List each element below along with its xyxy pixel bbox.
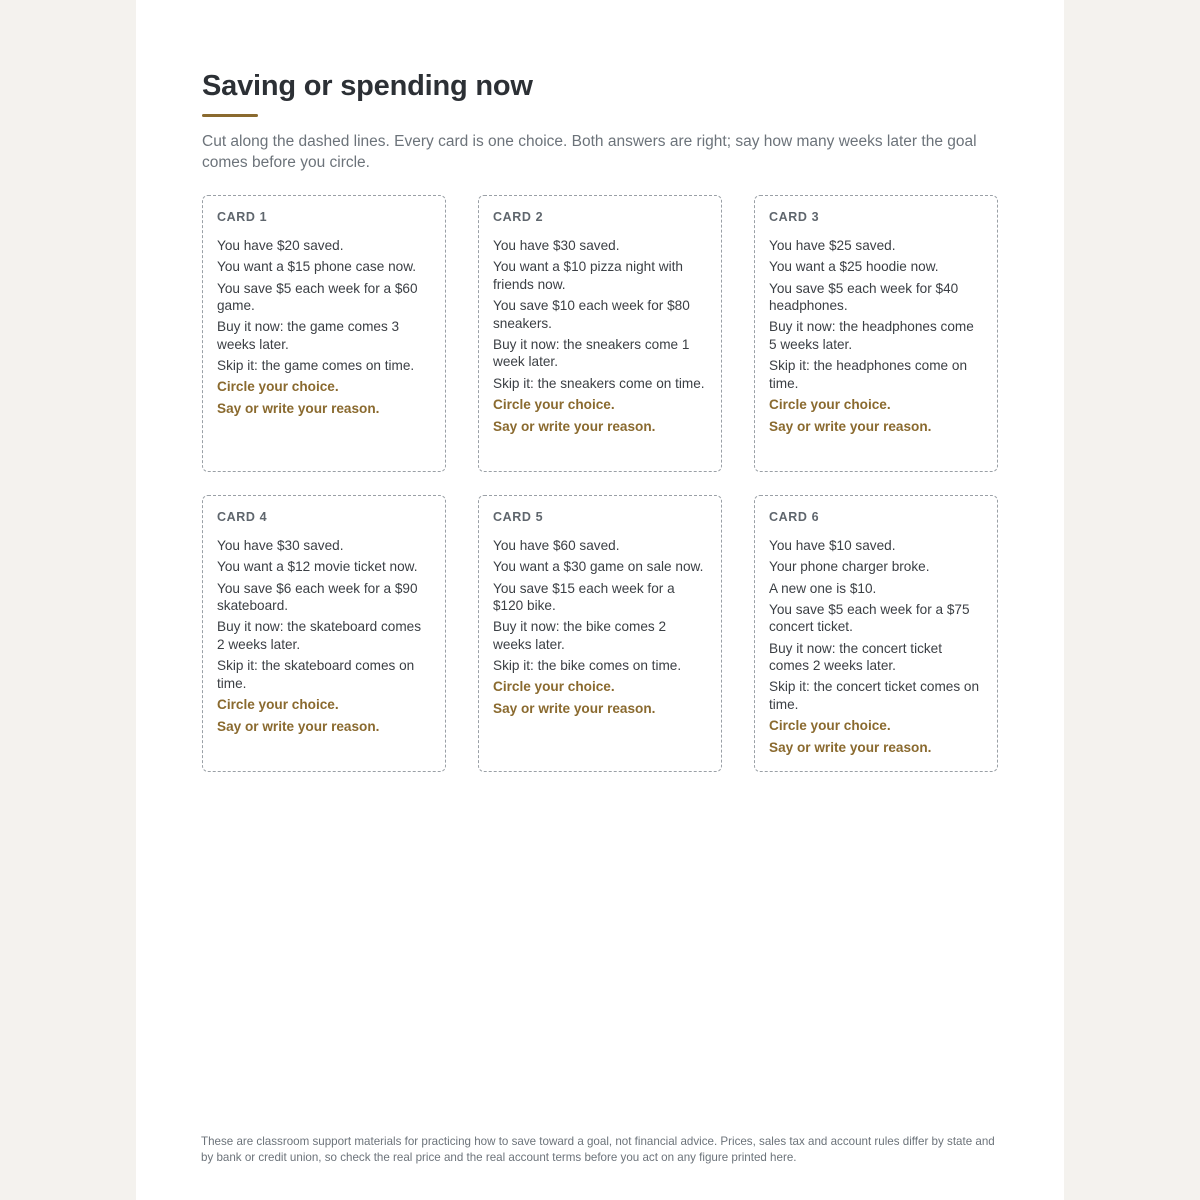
reason-prompt: Say or write your reason. [217,401,380,417]
disclaimer-footer: These are classroom support materials for practicing how to save toward a goal, not financial advice. Prices, sales tax and account rules differ by state and by bank or credit union, so check the real price and the real account terms before you act on any figure printed here. [201,1135,995,1164]
choice-card-5 [478,495,722,772]
card-scenario-line: Buy it now: the sneakers come 1 week later. [493,336,690,370]
card-scenario-line: Buy it now: the bike comes 2 weeks later. [493,619,667,652]
circle-choice-prompt: Circle your choice. [493,396,615,412]
card-scenario-line: You want a $25 hoodie now. [769,259,939,275]
circle-choice-prompt: Circle your choice. [217,696,339,712]
card-scenario-line: A new one is $10. [769,580,877,596]
card-scenario-line: Skip it: the game comes on time. [217,358,415,374]
card-scenario-line: Skip it: the concert ticket comes on time. [769,679,980,712]
reason-prompt: Say or write your reason. [493,701,656,717]
card-scenario-line: You have $10 saved. [769,538,896,553]
choice-card-6 [754,495,998,772]
card-scenario-line: Skip it: the sneakers come on time. [493,375,705,391]
card-scenario-line: You save $6 each week for a $90 skateboard. [217,580,418,614]
card-label: CARD 3 [769,210,820,224]
card-label: CARD 5 [493,510,544,524]
card-scenario-line: Buy it now: the concert ticket comes 2 weeks later. [769,640,943,674]
card-scenario-line: You want a $12 movie ticket now. [217,559,418,575]
card-scenario-line: Skip it: the skateboard comes on time. [217,658,415,691]
circle-choice-prompt: Circle your choice. [769,718,891,734]
card-label: CARD 4 [217,510,268,524]
card-scenario-line: You save $5 each week for a $60 game. [217,280,418,314]
reason-prompt: Say or write your reason. [769,739,932,755]
card-scenario-line: Buy it now: the headphones come 5 weeks later. [769,319,974,352]
choice-card-3 [754,195,998,472]
choice-card-1 [202,195,446,472]
reason-prompt: Say or write your reason. [217,718,380,734]
card-scenario-line: You have $25 saved. [769,238,896,253]
circle-choice-prompt: Circle your choice. [217,379,339,395]
card-scenario-line: You have $30 saved. [217,538,344,553]
reason-prompt: Say or write your reason. [769,418,932,434]
card-scenario-line: Your phone charger broke. [769,559,930,575]
card-scenario-line: You want a $15 phone case now. [217,259,417,275]
card-scenario-line: You have $60 saved. [493,538,620,553]
page-title: Saving or spending now [202,70,533,102]
card-scenario-line: You save $5 each week for $40 headphones. [769,280,959,314]
card-scenario-line: You want a $30 game on sale now. [493,559,704,575]
card-scenario-line: You want a $10 pizza night with friends now. [493,259,683,292]
card-scenario-line: Buy it now: the skateboard comes 2 weeks later. [217,619,422,652]
card-scenario-line: You save $15 each week for a $120 bike. [493,580,675,614]
intro-instructions: Cut along the dashed lines. Every card is one choice. Both answers are right; say how many weeks later the goal comes before you circle. [202,133,977,171]
card-scenario-line: You have $30 saved. [493,238,620,253]
circle-choice-prompt: Circle your choice. [769,396,891,412]
card-label: CARD 6 [769,510,820,524]
card-scenario-line: Skip it: the headphones come on time. [769,358,967,391]
card-scenario-line: Buy it now: the game comes 3 weeks later. [217,319,400,352]
card-scenario-line: Skip it: the bike comes on time. [493,658,682,674]
choice-card-4 [202,495,446,772]
reason-prompt: Say or write your reason. [493,418,656,434]
circle-choice-prompt: Circle your choice. [493,679,615,695]
card-scenario-line: You save $5 each week for a $75 concert ticket. [769,601,970,635]
title-underline [202,114,258,117]
card-label: CARD 2 [493,210,544,224]
card-scenario-line: You save $10 each week for $80 sneakers. [493,298,690,331]
worksheet-page [136,0,1064,1200]
card-scenario-line: You have $20 saved. [217,238,344,253]
card-label: CARD 1 [217,210,268,224]
choice-card-2 [478,195,722,472]
